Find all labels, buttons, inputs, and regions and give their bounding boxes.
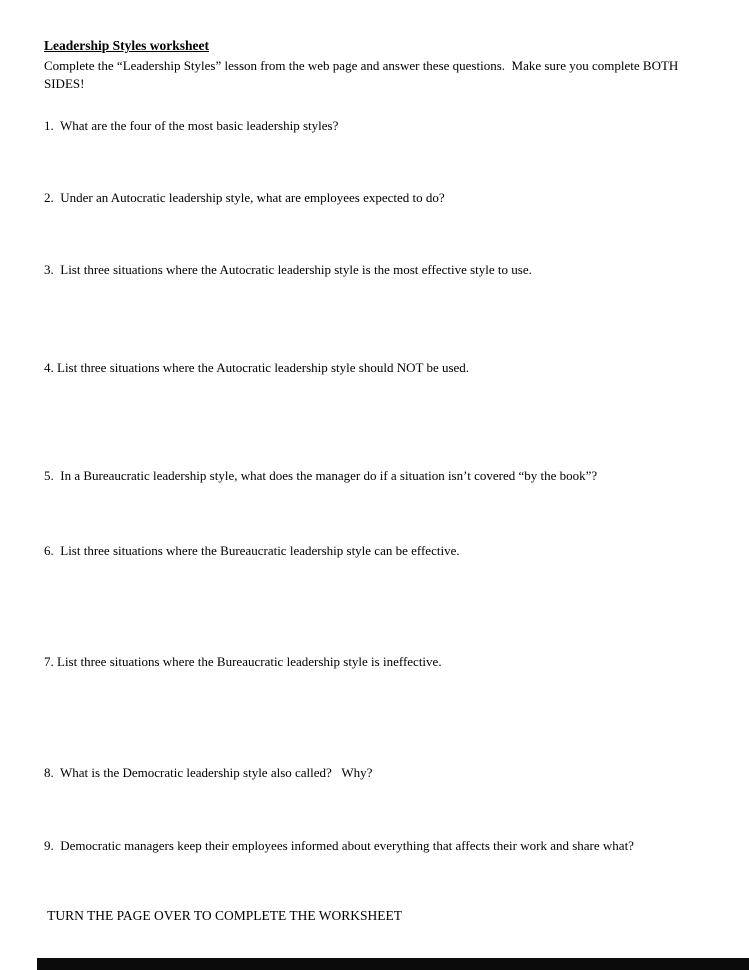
turn-page-footer: TURN THE PAGE OVER TO COMPLETE THE WORKSHEET xyxy=(44,908,403,923)
question-list xyxy=(44,117,709,855)
question-9: 9. Democratic managers keep their employees informed about everything that affects their work and share what? xyxy=(44,838,634,853)
page-title: Leadership Styles worksheet xyxy=(44,38,209,53)
question-6: 6. List three situations where the Bureaucratic leadership style can be effective. xyxy=(44,543,460,558)
question-4: 4. List three situations where the Autocratic leadership style should NOT be used. xyxy=(44,360,470,375)
question-1: 1. What are the four of the most basic leadership styles? xyxy=(44,118,339,133)
page-bottom-scan-bar xyxy=(37,958,749,970)
question-5: 5. In a Bureaucratic leadership style, what does the manager do if a situation isn’t covered “by the book”? xyxy=(44,468,598,483)
question-8: 8. What is the Democratic leadership style also called? Why? xyxy=(44,765,373,780)
intro-instructions: Complete the “Leadership Styles” lesson from the web page and answer these questions. Make sure you complete BOTH SIDES! xyxy=(44,58,682,91)
question-7: 7. List three situations where the Bureaucratic leadership style is ineffective. xyxy=(44,654,442,669)
question-3: 3. List three situations where the Autocratic leadership style is the most effective style to use. xyxy=(44,262,532,277)
question-2: 2. Under an Autocratic leadership style, what are employees expected to do? xyxy=(44,190,445,205)
